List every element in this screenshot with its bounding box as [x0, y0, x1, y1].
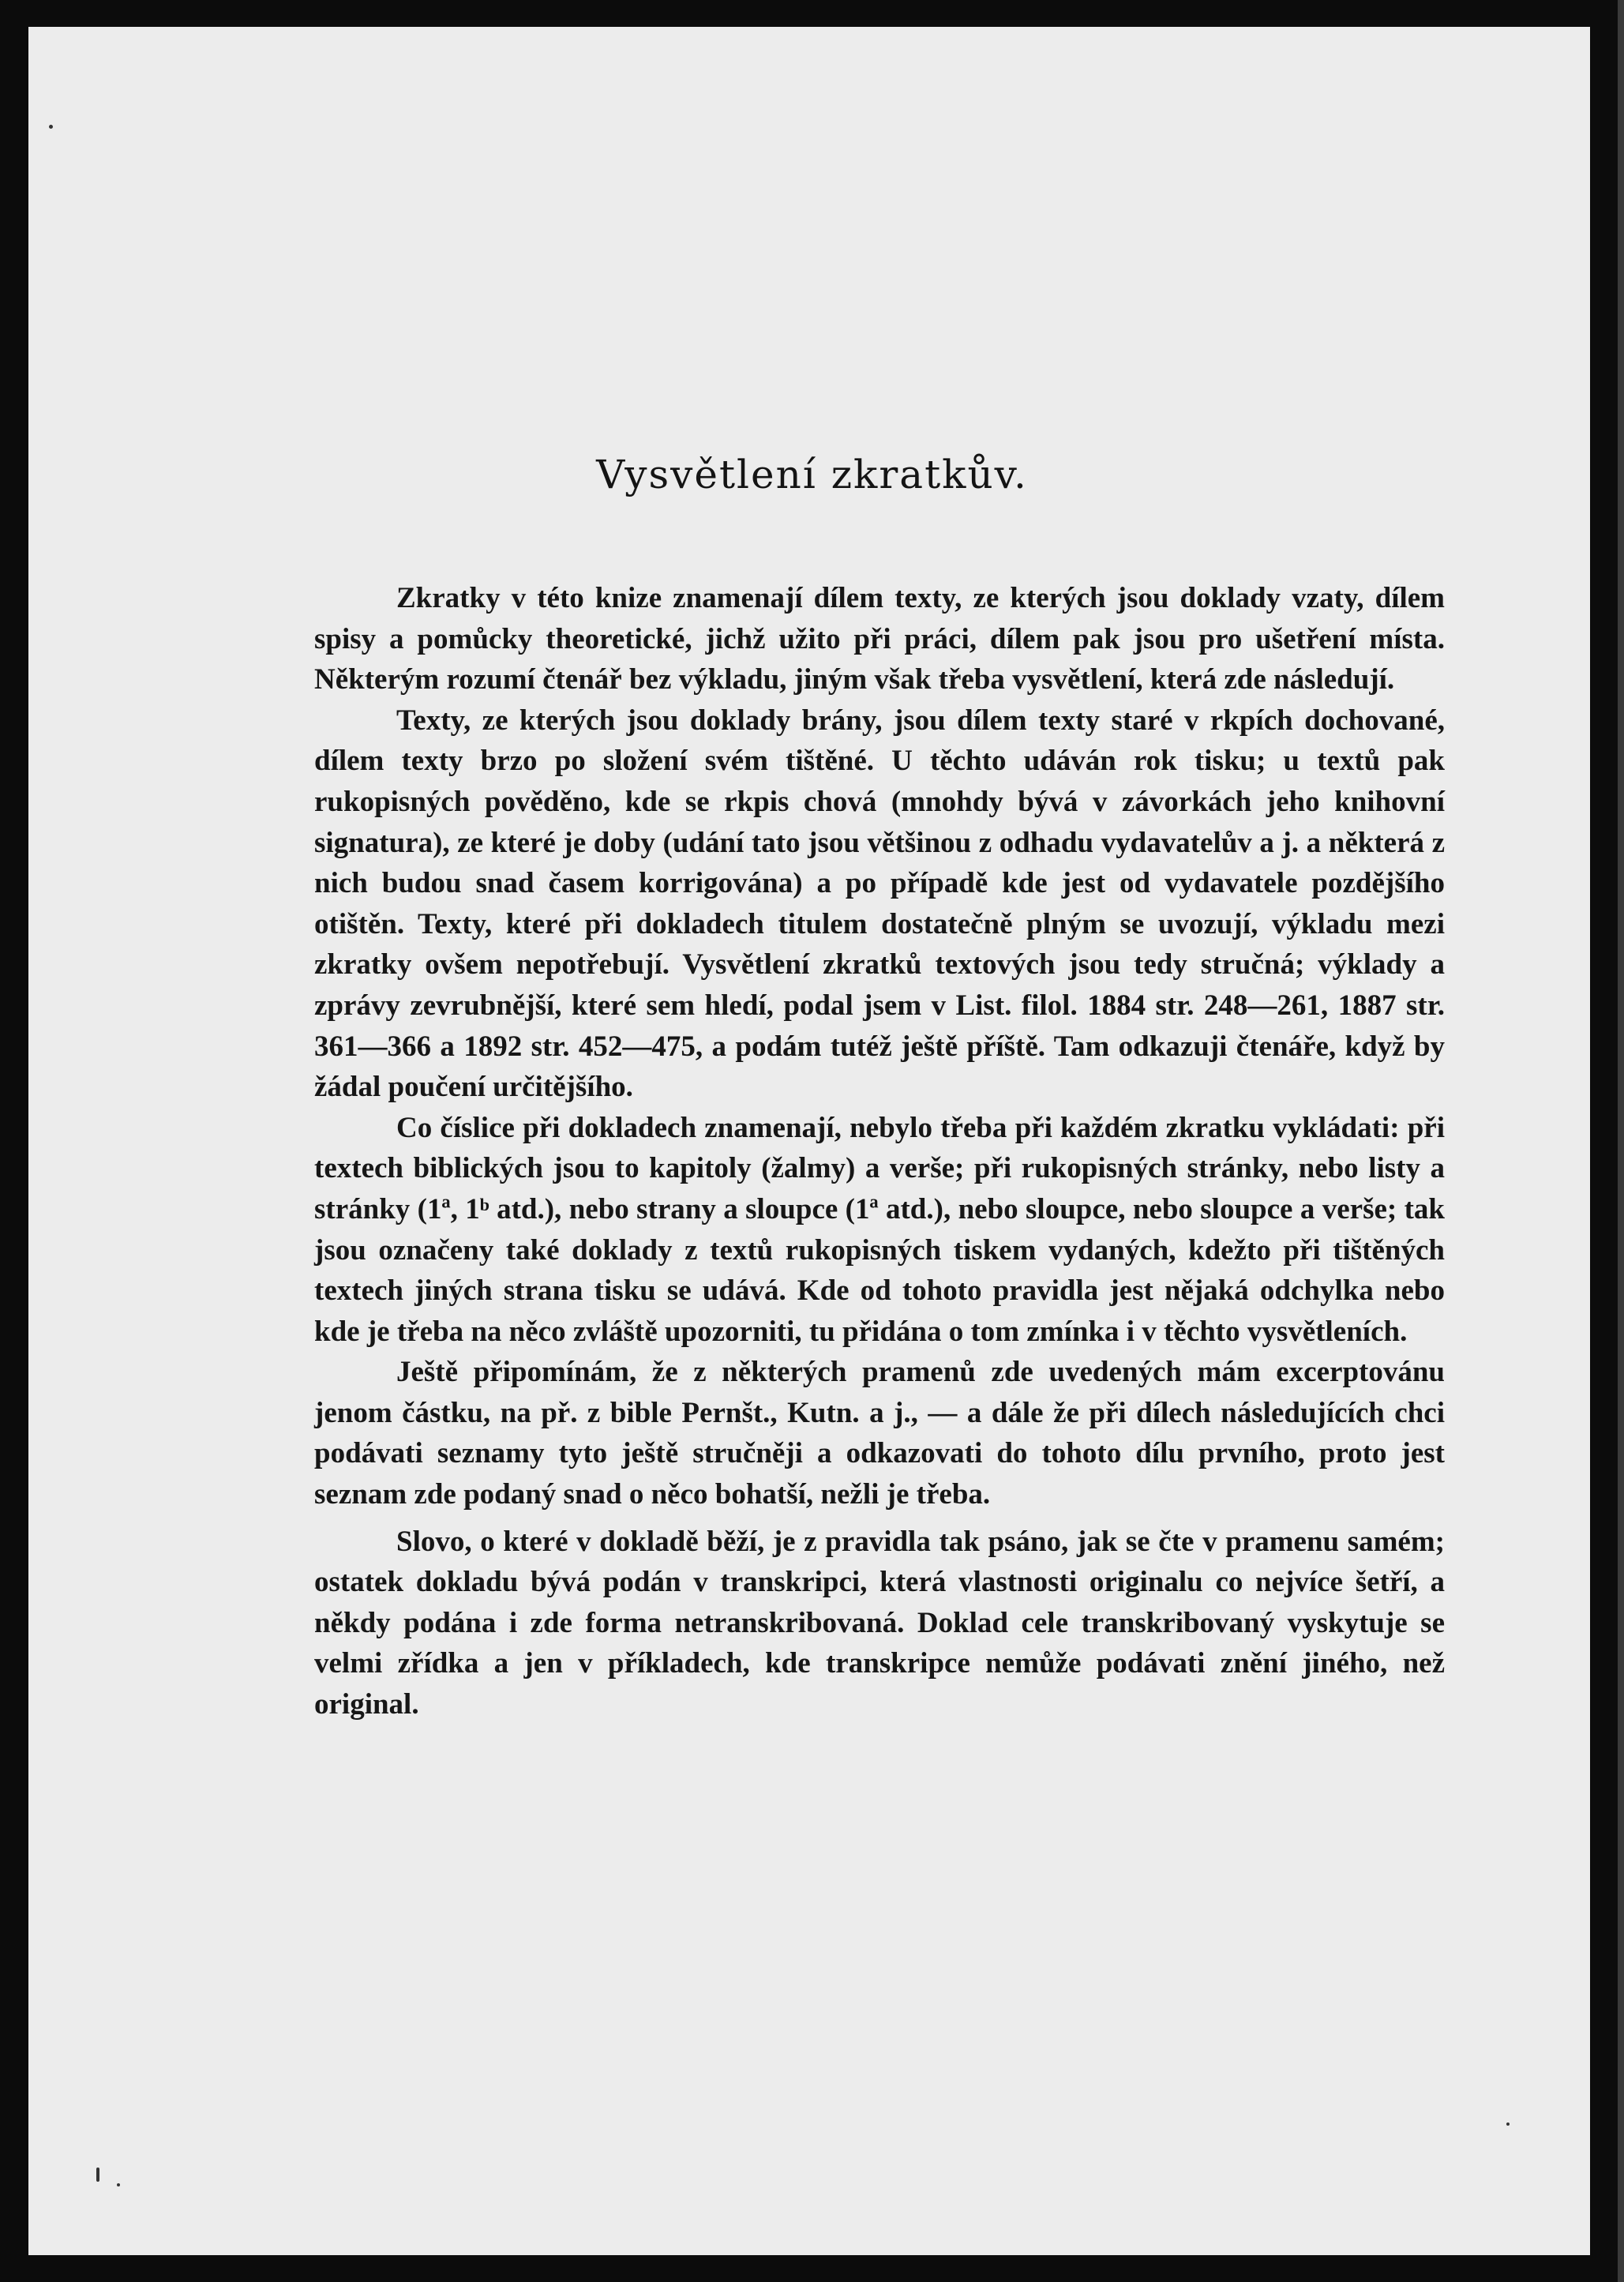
paragraph-3 — [314, 1108, 1445, 1353]
paragraph-1 — [314, 578, 1445, 700]
body-text — [314, 578, 1445, 1725]
paragraph-text: Texty, ze kterých jsou doklady brány, jsou dílem texty staré v rkpích dochované, dílem texty brzo po složení svém tištěné. U těchto udáván rok tisku; u textů pak rukopisných pověděno, kde se rkpis chová (mnohdy bývá v závorkách jeho knihovní signatura), ze které je doby (udání tato jsou většinou z odhadu vydavatelův a j. a některá z nich budou snad časem korrigována) a po případě kde jest od vydavatele pozdějšího otištěn. Texty, které při dokladech titulem dostatečně plným se uvozují, výkladu mezi zkratky ovšem nepotřebují. Vysvětlení zkratků textových jsou tedy stručná; výklady a zprávy zevrubnější, které sem hledí, podal jsem v List. filol. 1884 str. 248—261, 1887 str. 361—366 a 1892 str. 452—475, a podám tutéž ještě příště. Tam odkazuji čtenáře, když by žádal poučení určitějšího. — [314, 704, 1445, 1104]
paragraph-text: Zkratky v této knize znamenají dílem texty, ze kterých jsou doklady vzaty, dílem spisy a pomůcky theoretické, jichž užito při práci, dílem pak jsou pro ušetření místa. Některým rozumí čtenář bez výkladu, jiným však třeba vysvětlení, která zde následují. — [314, 582, 1445, 696]
scan-edge — [1618, 0, 1624, 2282]
paragraph-text: Ještě připomínám, že z některých pramenů zde uvedených mám excerptovánu jenom částku, na př. z bible Pernšt., Kutn. a j., — a dále že při dílech následujících chci podávati seznamy tyto ještě stručněji a odkazovati do tohoto dílu prvního, proto jest seznam zde podaný snad o něco bohatší, nežli je třeba. — [314, 1356, 1445, 1511]
paragraph-4 — [314, 1352, 1445, 1514]
paragraph-5 — [314, 1522, 1445, 1725]
dust-speck — [1506, 2122, 1510, 2126]
dust-speck — [117, 2183, 120, 2186]
page-title: Vysvětlení zkratkův. — [596, 452, 1028, 497]
paragraph-text: Co číslice při dokladech znamenají, nebylo třeba při každém zkratku vykládati: při textech biblických jsou to kapitoly (žalmy) a verše; při rukopisných stránky, nebo listy a stránky (1ª, 1ᵇ atd.), nebo strany a sloupce (1ª atd.), nebo sloupce, nebo sloupce a verše; tak jsou označeny také doklady z textů rukopisných tiskem vydaných, kdežto při tištěných textech jiných strana tisku se udává. Kde od tohoto pravidla jest nějaká odchylka nebo kde je třeba na něco zvláště upozorniti, tu přidána o tom zmínka i v těchto vysvětleních. — [314, 1111, 1445, 1348]
dust-speck — [49, 125, 53, 129]
paragraph-text: Slovo, o které v dokladě běží, je z pravidla tak psáno, jak se čte v pramenu samém; ostatek dokladu bývá podán v transkripci, která vlastnosti originalu co nejvíce šetří, a někdy podána i zde forma netranskribovaná. Doklad cele transkribovaný vyskytuje se velmi zřídka a jen v příkladech, kde transkripce nemůže podávati znění jiného, než original. — [314, 1525, 1445, 1721]
paragraph-2 — [314, 700, 1445, 1108]
dust-speck — [96, 2168, 99, 2182]
